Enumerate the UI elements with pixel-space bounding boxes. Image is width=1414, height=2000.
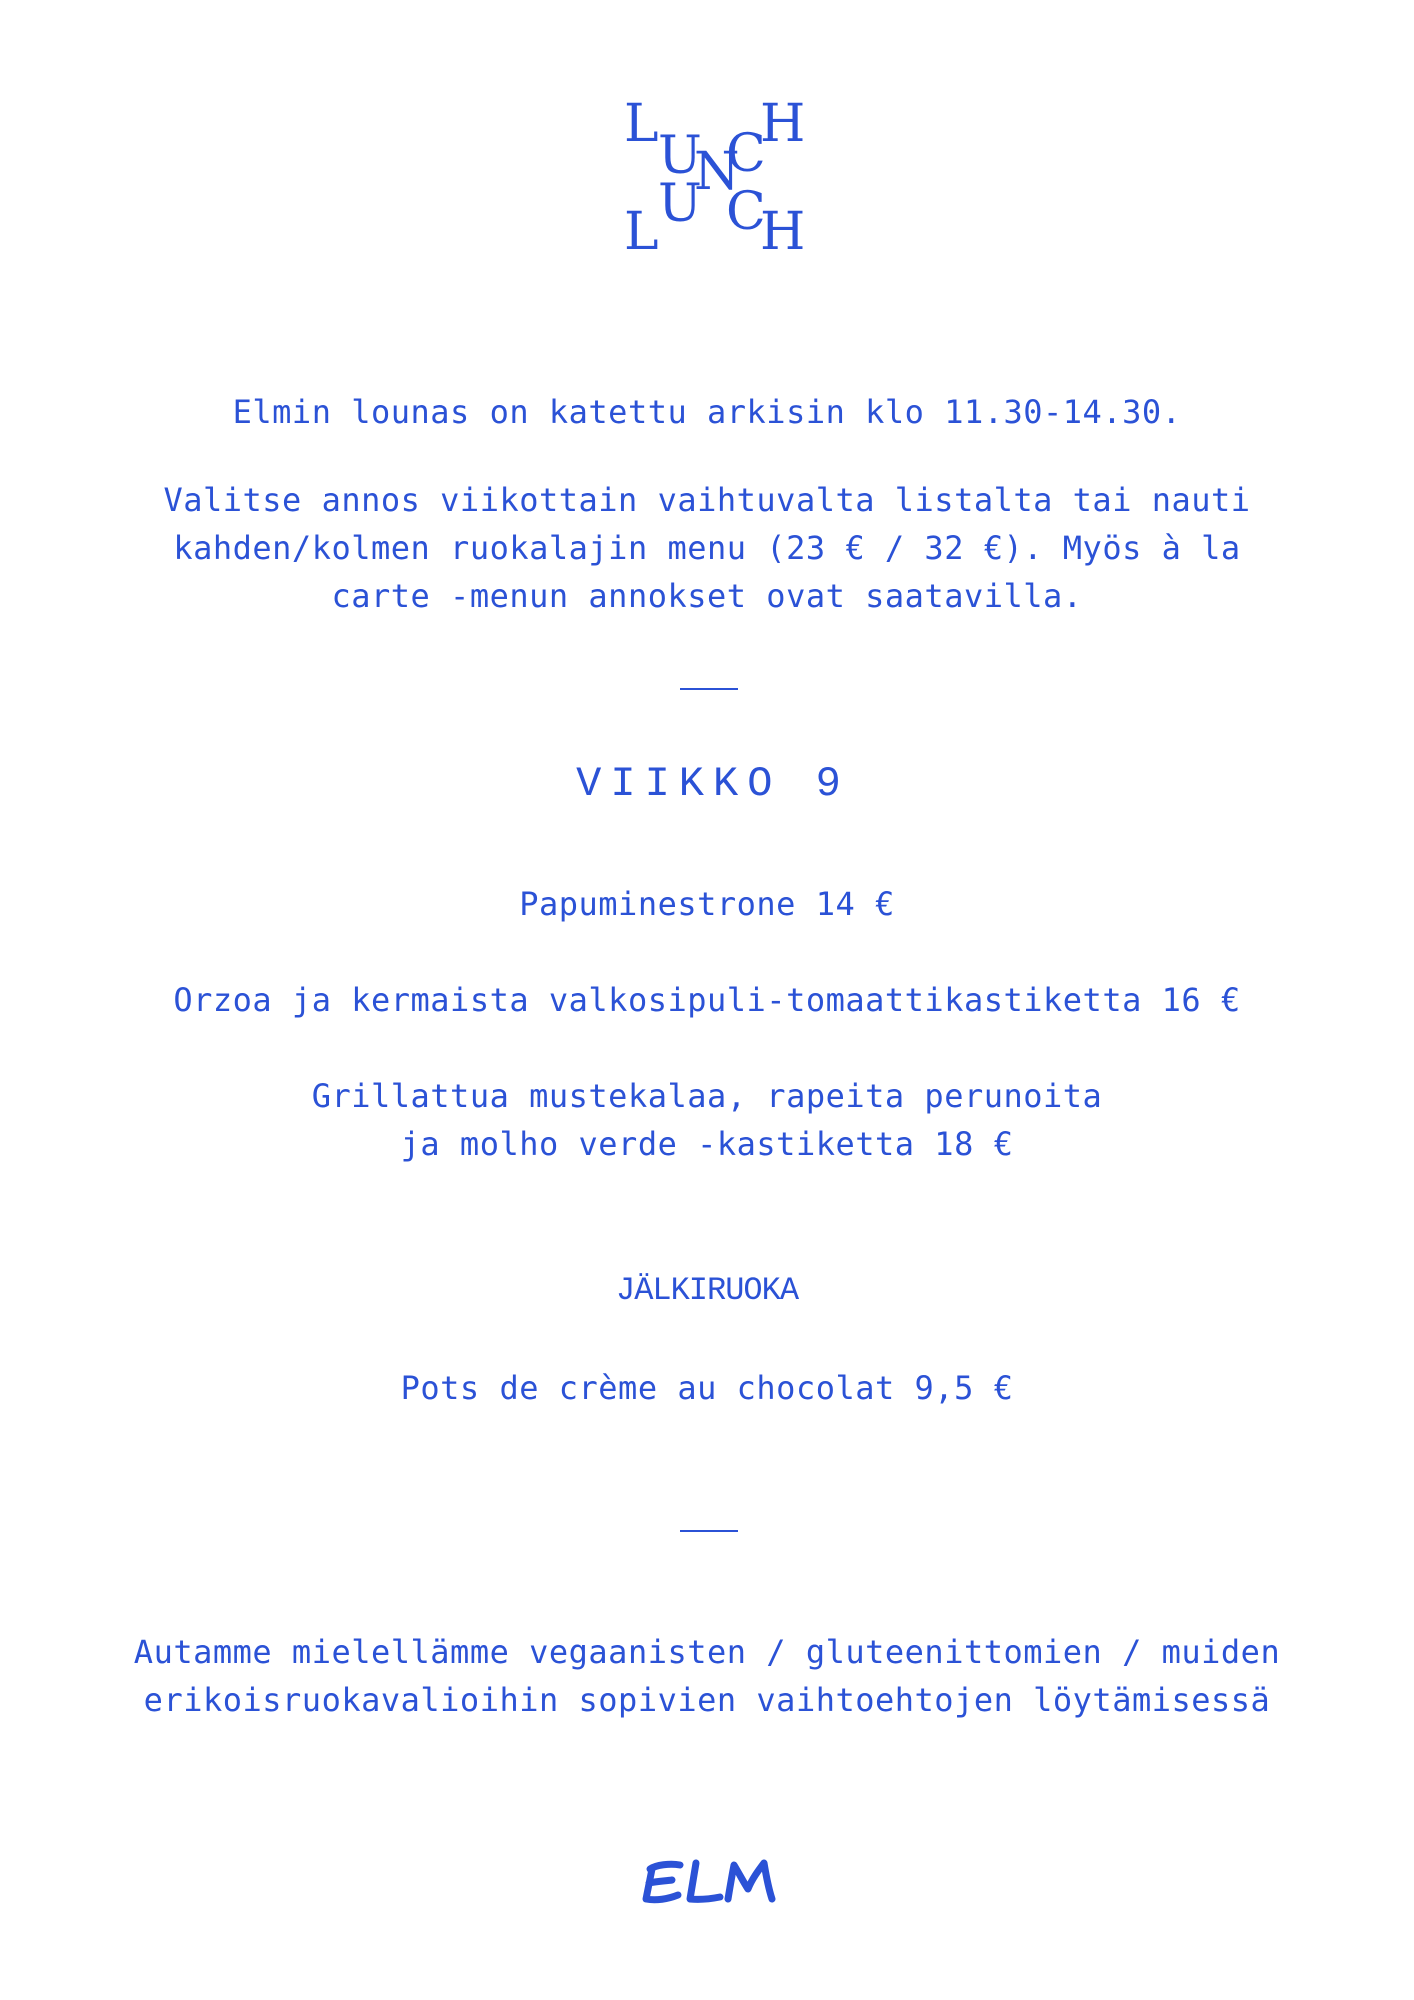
dessert-heading: JÄLKIRUOKA [615, 1272, 799, 1309]
logo-letter: N [694, 142, 740, 202]
week-title: VIIKKO 9 [576, 760, 850, 808]
menu-item: Orzoa ja kermaista valkosipuli-tomaattikastiketta 16 € [173, 981, 1241, 1019]
logo-letter: L [624, 94, 659, 154]
logo-letter: U [658, 174, 702, 234]
logo-letter: L [624, 202, 659, 262]
menu-item: Papuminestrone 14 € [519, 885, 895, 923]
elm-brand-logo [640, 1845, 790, 1915]
logo-letter: H [760, 202, 806, 262]
dessert-item: Pots de crème au chocolat 9,5 € [400, 1369, 1014, 1407]
logo-letter: C [726, 182, 766, 242]
logo-letter: H [760, 94, 806, 154]
logo-letter: U [658, 126, 702, 186]
divider [680, 1530, 738, 1532]
intro-description: Valitse annos viikottain vaihtuvalta listalta tai nauti kahden/kolmen ruokalajin menu (23 € / 32 €). Myös à la carte -menun annokset ovat saatavilla. [163, 481, 1251, 615]
dietary-note: Autamme mielellämme vegaanisten / gluteenittomien / muiden erikoisruokavalioihin sopivien vaihtoehtojen löytämisessä [133, 1633, 1281, 1719]
divider [680, 688, 738, 690]
opening-hours: Elmin lounas on katettu arkisin klo 11.30-14.30. [232, 393, 1182, 431]
menu-item: Grillattua mustekalaa, rapeita perunoita ja molho verde -kastiketta 18 € [311, 1077, 1103, 1163]
lunch-logo [600, 90, 820, 260]
logo-letter: C [726, 124, 766, 184]
